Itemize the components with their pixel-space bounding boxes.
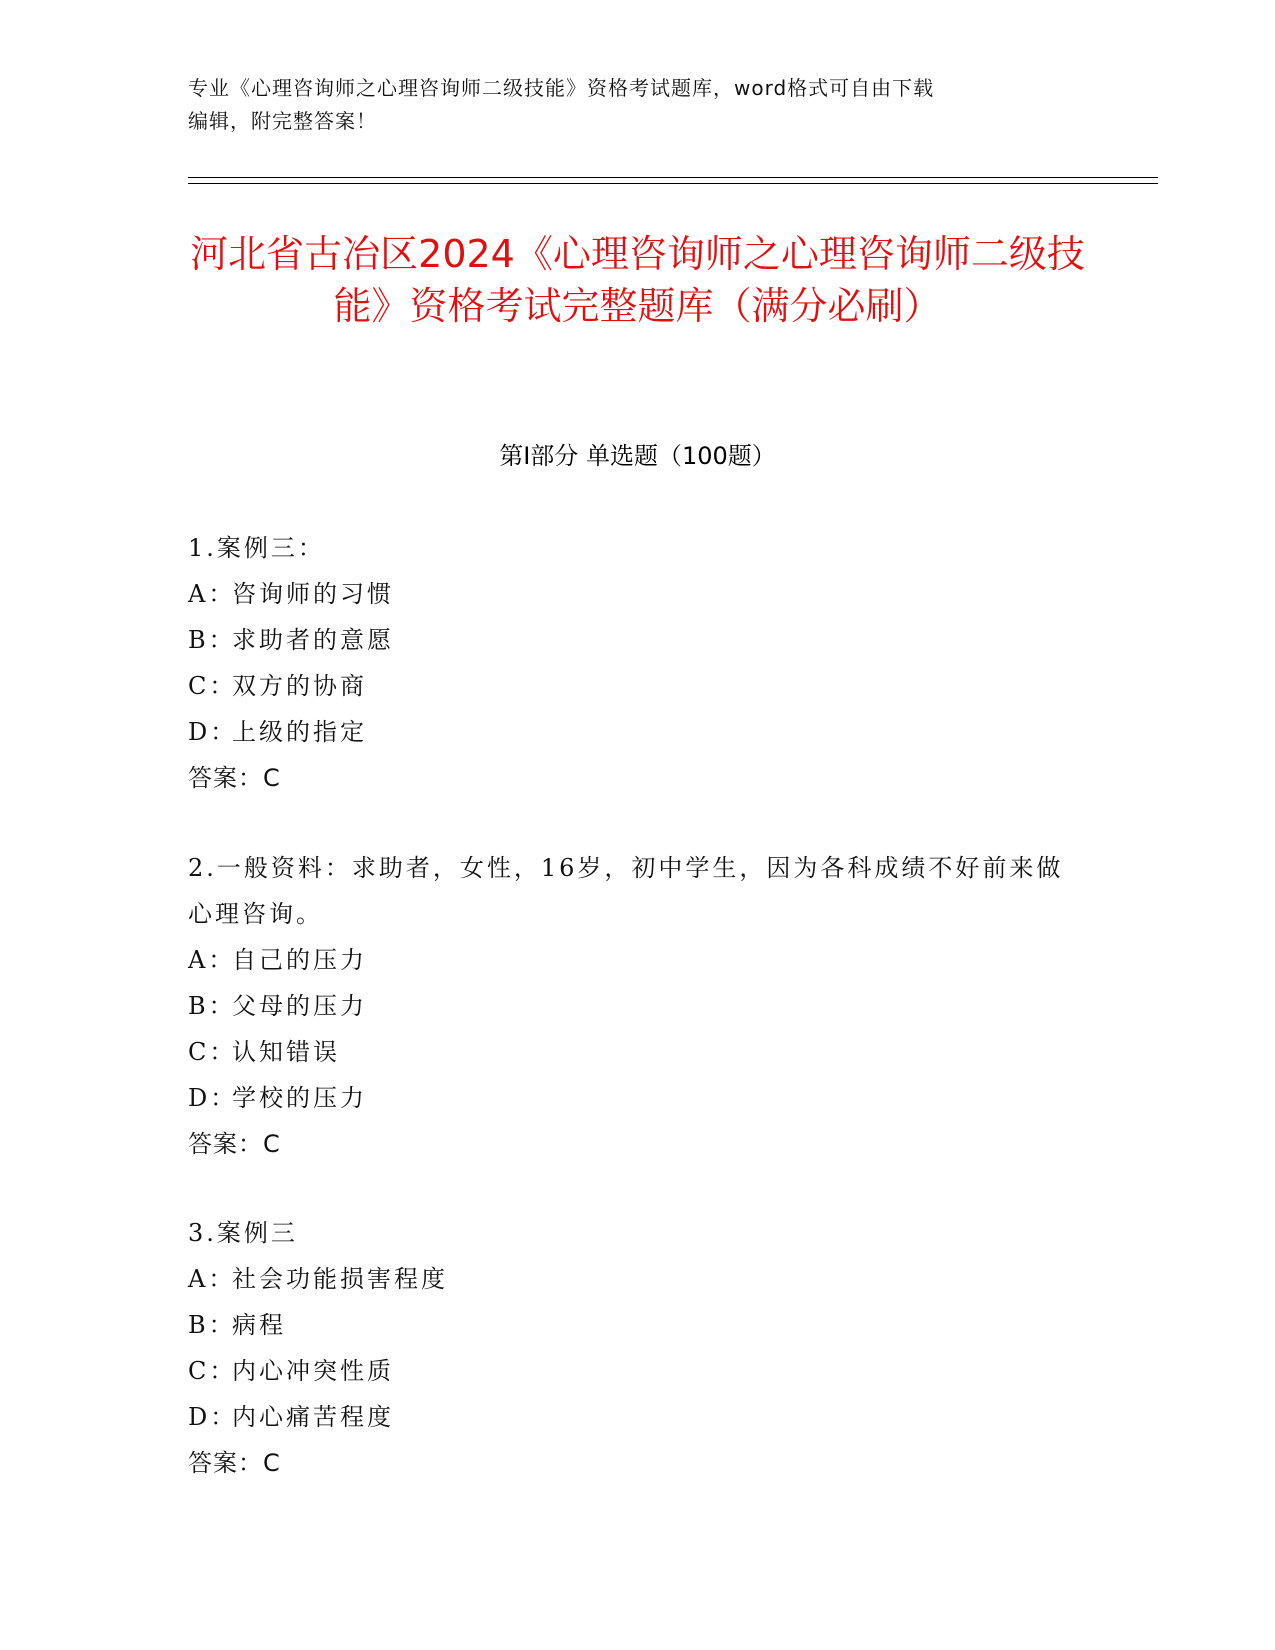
option-text: 社会功能损害程度 — [232, 1265, 448, 1293]
option-key: C： — [188, 672, 237, 700]
question-stem: 3.案例三 — [188, 1219, 298, 1247]
option-text: 学校的压力 — [232, 1084, 367, 1112]
option-c — [188, 1348, 1088, 1394]
option-a — [188, 571, 1088, 617]
option-b — [188, 617, 1088, 663]
header-note-line1: 专业《心理咨询师之心理咨询师二级技能》资格考试题库，word格式可自由下载 — [188, 76, 935, 100]
option-text: 上级的指定 — [232, 718, 367, 746]
question-2 — [188, 845, 1088, 1167]
option-key: A： — [188, 946, 236, 974]
header-note-line2: 编辑，附完整答案！ — [188, 109, 377, 133]
option-b — [188, 983, 1088, 1029]
option-key: B： — [188, 1311, 236, 1339]
option-key: A： — [188, 1265, 236, 1293]
document-header-note — [188, 72, 1068, 138]
option-c — [188, 663, 1088, 709]
question-answer: 答案：C — [188, 764, 281, 792]
option-key: C： — [188, 1038, 237, 1066]
option-key: A： — [188, 580, 236, 608]
option-a — [188, 1256, 1088, 1302]
option-key: B： — [188, 626, 236, 654]
question-1 — [188, 525, 1088, 801]
option-key: D： — [188, 1403, 238, 1431]
header-rule-top — [188, 177, 1158, 178]
question-stem: 1.案例三： — [188, 534, 325, 562]
option-d — [188, 1394, 1088, 1440]
option-text: 病程 — [232, 1311, 286, 1339]
question-stem: 2.一般资料：求助者，女性，16岁，初中学生，因为各科成绩不好前来做心理咨询。 — [188, 854, 1064, 928]
option-text: 内心冲突性质 — [232, 1357, 394, 1385]
option-d — [188, 709, 1088, 755]
question-3 — [188, 1210, 1088, 1486]
option-text: 咨询师的习惯 — [232, 580, 394, 608]
option-a — [188, 937, 1088, 983]
option-c — [188, 1029, 1088, 1075]
option-text: 双方的协商 — [232, 672, 367, 700]
document-title: 河北省古冶区2024《心理咨询师之心理咨询师二级技能》资格考试完整题库（满分必刷） — [190, 232, 1085, 328]
option-key: B： — [188, 992, 236, 1020]
option-text: 求助者的意愿 — [232, 626, 394, 654]
option-key: D： — [188, 1084, 238, 1112]
option-key: D： — [188, 718, 238, 746]
option-d — [188, 1075, 1088, 1121]
option-text: 父母的压力 — [232, 992, 367, 1020]
option-key: C： — [188, 1357, 237, 1385]
option-b — [188, 1302, 1088, 1348]
question-answer: 答案：C — [188, 1130, 281, 1158]
option-text: 认知错误 — [232, 1038, 340, 1066]
question-answer: 答案：C — [188, 1449, 281, 1477]
option-text: 自己的压力 — [232, 946, 367, 974]
option-text: 内心痛苦程度 — [232, 1403, 394, 1431]
section-heading: 第I部分 单选题（100题） — [499, 442, 776, 470]
header-rule-bottom — [188, 183, 1158, 184]
